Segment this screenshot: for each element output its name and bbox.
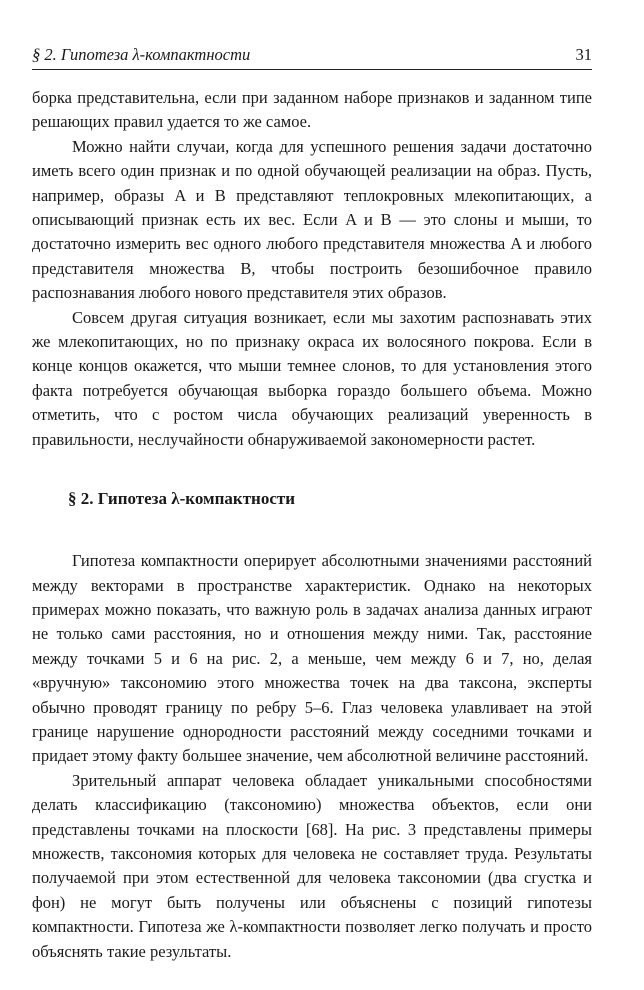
paragraph: Гипотеза компактности оперирует абсолютными значениями расстояний между векторами в пространстве характеристик. Однако на некоторых примерах можно показать, что важную роль в задачах анализа данных играют не только сами расстояния, но и отношения между ними. Так, расстояние между точками 5 и 6 на рис. 2, а меньше, чем между 6 и 7, но, делая «вручную» таксономию этого множества точек на два таксона, эксперты обычно проводят границу по ребру 5–6. Глаз человека улавливает на этой границе нарушение однородности расстояний между соседними точками и придает этому факту большее значение, чем абсолютной величине расстояний. [32, 551, 592, 766]
paragraph: Зрительный аппарат человека обладает уникальными способностями делать классификацию (таксономию) множества объектов, если они представлены точками на плоскости [68]. На рис. 3 представлены примеры множеств, таксономия которых для человека не составляет труда. Результаты получаемой при этом естественной для человека таксономии (два сгустка и фон) не могут быть получены или объяснены с позиций гипотезы компактности. Гипотеза же λ-компактности позволяет легко получать и просто объяснять такие результаты. [32, 770, 592, 961]
page-number: 31 [575, 45, 592, 64]
section-heading: § 2. Гипотеза λ-компактности [68, 489, 296, 509]
running-header-title: § 2. Гипотеза λ-компактности [32, 45, 251, 64]
paragraph: Можно найти случаи, когда для успешного решения задачи достаточно иметь всего один признак и по одной обучающей реализации на образ. Пусть, например, образы A и B представляют теплокровных млекопитающих, а описывающий признак есть их вес. Если A и B — это слоны и мыши, то достаточно измерить вес одного любого представителя множества A и любого представителя множества B, чтобы построить безошибочное правило распознавания любого нового представителя этих образов. [32, 136, 592, 303]
paragraph: Совсем другая ситуация возникает, если мы захотим распознавать этих же млекопитающих, но по признаку окраса их волосяного покрова. Если в конце концов окажется, что мыши темнее слонов, то для установления этого факта потребуется обучающая выборка гораздо большего объема. Можно отметить, что с ростом числа обучающих реализаций уверенность в правильности, неслучайности обнаруживаемой закономерности растет. [32, 307, 592, 449]
running-header [32, 45, 592, 70]
paragraph-continuation: борка представительна, если при заданном наборе признаков и заданном типе решающих правил удается то же самое. [32, 88, 592, 132]
page-body [32, 86, 592, 964]
